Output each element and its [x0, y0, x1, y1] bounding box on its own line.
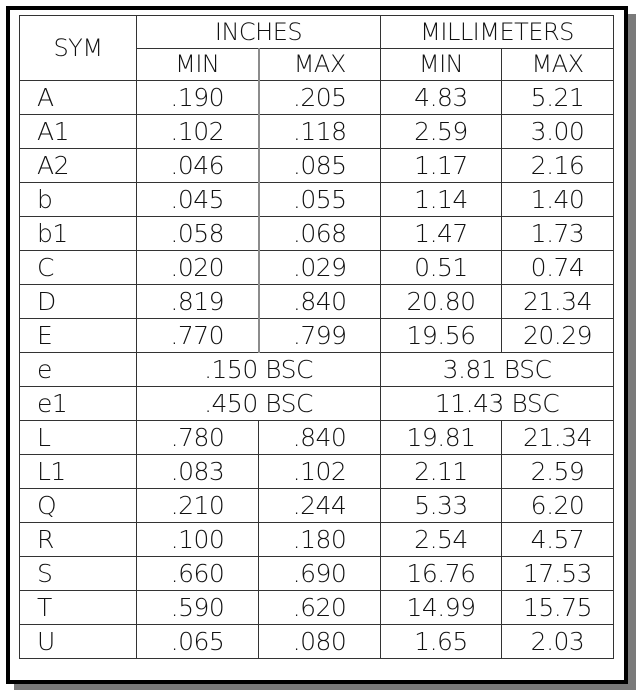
- cell-mm-max: 15.75: [502, 591, 614, 625]
- drop-shadow-right: [628, 14, 636, 688]
- cell-sym: D: [20, 285, 137, 319]
- drop-shadow-bottom: [14, 684, 636, 690]
- cell-mm-min: 16.76: [381, 557, 502, 591]
- cell-inches-min: .819: [137, 285, 259, 319]
- cell-mm-max: 21.34: [502, 285, 614, 319]
- cell-sym: U: [20, 625, 137, 659]
- cell-mm-max: 5.21: [502, 81, 614, 115]
- cell-mm-min: 1.65: [381, 625, 502, 659]
- table-row: [20, 149, 614, 183]
- cell-inches-max: .080: [259, 625, 381, 659]
- table-row: [20, 251, 614, 285]
- cell-sym: b: [20, 183, 137, 217]
- cell-inches-min: .770: [137, 319, 259, 353]
- cell-mm-min: 5.33: [381, 489, 502, 523]
- cell-sym: e1: [20, 387, 137, 421]
- cell-mm-max: 2.16: [502, 149, 614, 183]
- cell-inches-min: .780: [137, 421, 259, 455]
- cell-inches-min: .045: [137, 183, 259, 217]
- cell-inches-max: .029: [259, 251, 381, 285]
- cell-sym: L: [20, 421, 137, 455]
- cell-inches-min: .590: [137, 591, 259, 625]
- header-mm-max: MAX: [502, 49, 614, 81]
- table-row: [20, 81, 614, 115]
- table-row: [20, 217, 614, 251]
- cell-mm-bsc: 11.43 BSC: [381, 387, 614, 421]
- cell-sym: L1: [20, 455, 137, 489]
- cell-mm-max: 17.53: [502, 557, 614, 591]
- cell-inches-min: .102: [137, 115, 259, 149]
- cell-inches-bsc: .450 BSC: [137, 387, 381, 421]
- cell-mm-max: 2.03: [502, 625, 614, 659]
- cell-mm-min: 20.80: [381, 285, 502, 319]
- cell-inches-max: .180: [259, 523, 381, 557]
- header-mm-min: MIN: [381, 49, 502, 81]
- cell-mm-max: 3.00: [502, 115, 614, 149]
- cell-inches-min: .058: [137, 217, 259, 251]
- table-row: [20, 523, 614, 557]
- cell-inches-min: .210: [137, 489, 259, 523]
- header-row-groups: [20, 16, 614, 49]
- cell-inches-min: .190: [137, 81, 259, 115]
- cell-sym: A1: [20, 115, 137, 149]
- cell-sym: T: [20, 591, 137, 625]
- cell-inches-max: .118: [259, 115, 381, 149]
- cell-mm-max: 20.29: [502, 319, 614, 353]
- table-row: [20, 421, 614, 455]
- cell-mm-max: 4.57: [502, 523, 614, 557]
- table-row: [20, 591, 614, 625]
- cell-mm-min: 1.17: [381, 149, 502, 183]
- cell-sym: b1: [20, 217, 137, 251]
- cell-mm-max: 1.73: [502, 217, 614, 251]
- table-row: [20, 489, 614, 523]
- cell-inches-min: .065: [137, 625, 259, 659]
- cell-mm-min: 19.81: [381, 421, 502, 455]
- cell-mm-min: 4.83: [381, 81, 502, 115]
- cell-mm-min: 2.54: [381, 523, 502, 557]
- cell-mm-min: 0.51: [381, 251, 502, 285]
- cell-mm-bsc: 3.81 BSC: [381, 353, 614, 387]
- header-inches-max: MAX: [259, 49, 381, 81]
- header-sym: SYM: [20, 16, 137, 81]
- table-row: [20, 319, 614, 353]
- cell-mm-min: 1.14: [381, 183, 502, 217]
- cell-inches-max: .244: [259, 489, 381, 523]
- cell-inches-max: .840: [259, 421, 381, 455]
- table-row: [20, 557, 614, 591]
- table-row-bsc: [20, 387, 614, 421]
- cell-inches-min: .083: [137, 455, 259, 489]
- header-inches-min: MIN: [137, 49, 259, 81]
- cell-mm-min: 14.99: [381, 591, 502, 625]
- dimensions-table: [19, 15, 614, 659]
- cell-inches-min: .660: [137, 557, 259, 591]
- cell-inches-bsc: .150 BSC: [137, 353, 381, 387]
- cell-mm-min: 1.47: [381, 217, 502, 251]
- table-row-bsc: [20, 353, 614, 387]
- table-row: [20, 115, 614, 149]
- cell-mm-max: 0.74: [502, 251, 614, 285]
- cell-sym: A2: [20, 149, 137, 183]
- cell-sym: e: [20, 353, 137, 387]
- cell-sym: Q: [20, 489, 137, 523]
- cell-inches-max: .620: [259, 591, 381, 625]
- cell-mm-min: 19.56: [381, 319, 502, 353]
- cell-mm-max: 1.40: [502, 183, 614, 217]
- table-row: [20, 285, 614, 319]
- table-row: [20, 455, 614, 489]
- cell-mm-max: 21.34: [502, 421, 614, 455]
- cell-mm-min: 2.59: [381, 115, 502, 149]
- cell-inches-max: .690: [259, 557, 381, 591]
- cell-inches-max: .840: [259, 285, 381, 319]
- cell-inches-min: .020: [137, 251, 259, 285]
- header-inches: INCHES: [137, 16, 381, 49]
- cell-inches-max: .068: [259, 217, 381, 251]
- cell-inches-max: .085: [259, 149, 381, 183]
- cell-sym: A: [20, 81, 137, 115]
- cell-sym: C: [20, 251, 137, 285]
- table-row: [20, 183, 614, 217]
- cell-sym: S: [20, 557, 137, 591]
- cell-inches-min: .046: [137, 149, 259, 183]
- cell-sym: E: [20, 319, 137, 353]
- cell-inches-min: .100: [137, 523, 259, 557]
- header-millimeters: MILLIMETERS: [381, 16, 614, 49]
- cell-inches-max: .799: [259, 319, 381, 353]
- cell-mm-max: 2.59: [502, 455, 614, 489]
- cell-inches-max: .102: [259, 455, 381, 489]
- cell-mm-min: 2.11: [381, 455, 502, 489]
- cell-inches-max: .205: [259, 81, 381, 115]
- table-row: [20, 625, 614, 659]
- cell-mm-max: 6.20: [502, 489, 614, 523]
- cell-sym: R: [20, 523, 137, 557]
- cell-inches-max: .055: [259, 183, 381, 217]
